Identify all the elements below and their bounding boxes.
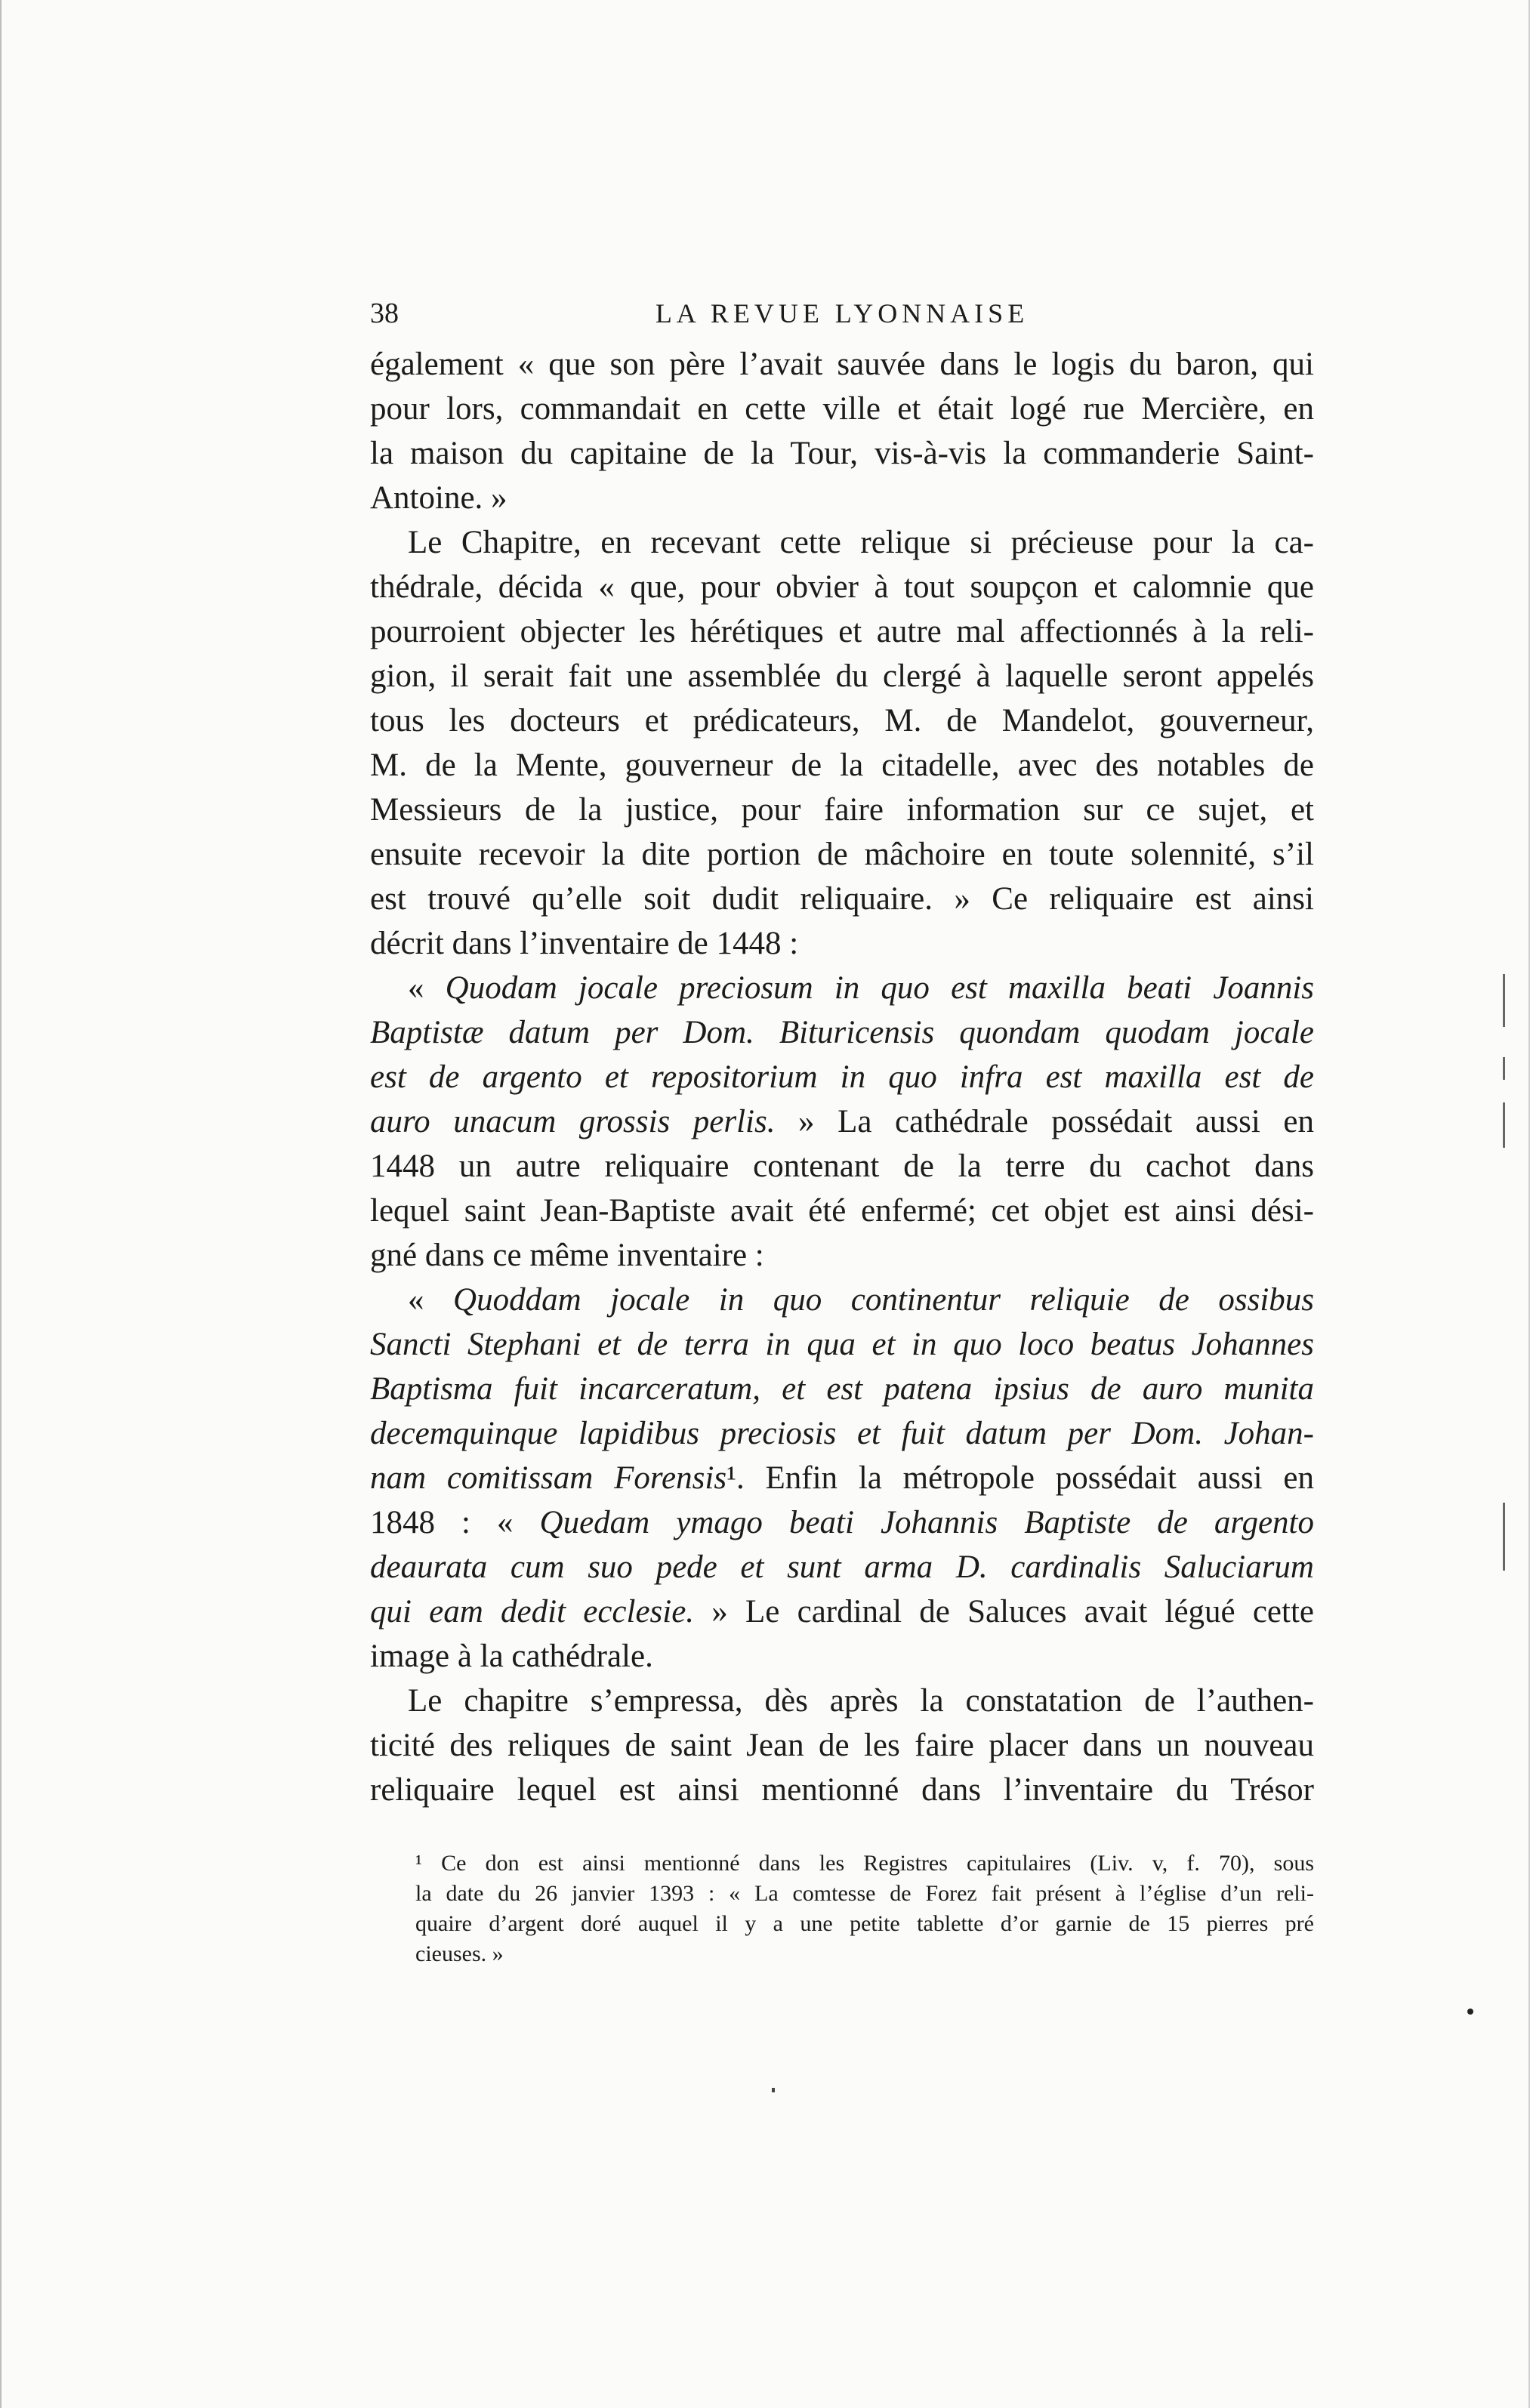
latin-quotation: nam comitissam Forensis — [370, 1460, 727, 1496]
margin-mark — [1503, 1057, 1505, 1080]
text-segment: » La cathédrale possédait aussi en — [775, 1104, 1314, 1139]
text-line — [370, 1768, 1314, 1812]
text-segment: ensuite recevoir la dite portion de mâchoire en toute solennité, s’il — [370, 837, 1314, 872]
margin-mark — [1503, 1503, 1505, 1571]
text-line — [370, 1099, 1314, 1144]
text-segment: gné dans ce même inventaire : — [370, 1238, 764, 1273]
text-line — [370, 1278, 1314, 1322]
text-segment: . Enfin la métropole possédait aussi en — [736, 1460, 1315, 1496]
text-segment: 1448 un autre reliquaire contenant de la terre du cachot dans — [370, 1149, 1314, 1184]
text-segment: lequel saint Jean-Baptiste avait été enfermé; cet objet est ainsi dési- — [370, 1193, 1314, 1229]
page-number: 38 — [370, 298, 399, 329]
footnote-line: la date du 26 janvier 1393 : « La comtesse de Forez fait présent à l’église d’un reli- — [415, 1881, 1314, 1906]
latin-quotation: decemquinque lapidibus preciosis et fuit datum per Dom. Johan- — [370, 1416, 1314, 1451]
text-line — [370, 1589, 1314, 1634]
text-segment: Antoine. » — [370, 480, 507, 516]
text-segment: image à la cathédrale. — [370, 1639, 653, 1674]
text-line — [370, 1322, 1314, 1367]
text-segment: pourroient objecter les hérétiques et autre mal affectionnés à la reli- — [370, 614, 1314, 649]
latin-quotation: Quoddam jocale in quo continentur reliquie de ossibus — [453, 1282, 1314, 1318]
text-segment: gion, il serait fait une assemblée du clergé à laquelle seront appelés — [370, 658, 1314, 694]
latin-quotation: auro unacum grossis perlis. — [370, 1104, 776, 1139]
page-header — [370, 291, 1314, 336]
text-line — [370, 1456, 1314, 1500]
text-line — [370, 520, 1314, 565]
latin-quotation: Quodam jocale preciosum in quo est maxilla beati Joannis — [445, 970, 1315, 1006]
text-segment: M. de la Mente, gouverneur de la citadelle, avec des notables de — [370, 748, 1314, 783]
latin-quotation: est de argento et repositorium in quo infra est maxilla est de — [370, 1059, 1314, 1095]
text-line — [370, 1634, 1314, 1679]
text-segment: pour lors, commandait en cette ville et était logé rue Mercière, en — [370, 391, 1314, 427]
latin-quotation: Sancti Stephani et de terra in qua et in quo loco beatus Johannes — [370, 1327, 1314, 1362]
text-line — [370, 1545, 1314, 1589]
text-line — [370, 1010, 1314, 1055]
text-segment: tous les docteurs et prédicateurs, M. de Mandelot, gouverneur, — [370, 703, 1314, 738]
running-title: LA REVUE LYONNAISE — [655, 298, 1029, 328]
text-line — [370, 698, 1314, 743]
margin-mark — [772, 2088, 775, 2092]
text-line — [370, 1500, 1314, 1545]
text-segment: reliquaire lequel est ainsi mentionné dans l’inventaire du Trésor — [370, 1772, 1314, 1808]
text-segment: décrit dans l’inventaire de 1448 : — [370, 926, 799, 961]
text-line — [370, 743, 1314, 788]
margin-mark — [1467, 2009, 1473, 2015]
text-segment: thédrale, décida « que, pour obvier à tout soupçon et calomnie que — [370, 569, 1314, 605]
footnote-line: quaire d’argent doré auquel il y a une petite tablette d’or garnie de 15 pierres pré — [415, 1911, 1314, 1936]
footnote-line: cieuses. » — [415, 1941, 504, 1966]
text-segment: 1848 : « — [370, 1505, 540, 1540]
latin-quotation: Baptistæ datum per Dom. Bituricensis quondam quodam jocale — [370, 1015, 1314, 1050]
text-line — [370, 1055, 1314, 1099]
text-line — [370, 788, 1314, 832]
latin-quotation: deaurata cum suo pede et sunt arma D. cardinalis Saluciarum — [370, 1549, 1314, 1585]
text-line — [370, 832, 1314, 877]
text-segment: ticité des reliques de saint Jean de les faire placer dans un nouveau — [370, 1728, 1314, 1763]
text-segment: « — [408, 1282, 454, 1318]
text-segment: la maison du capitaine de la Tour, vis-à-vis la commanderie Saint- — [370, 436, 1314, 471]
text-line — [370, 1233, 1314, 1278]
footnote-line: ¹ Ce don est ainsi mentionné dans les Registres capitulaires (Liv. v, f. 70), sous — [415, 1851, 1314, 1876]
text-line — [370, 1189, 1314, 1233]
text-line — [370, 609, 1314, 654]
text-segment: est trouvé qu’elle soit dudit reliquaire. » Ce reliquaire est ainsi — [370, 881, 1314, 917]
text-line — [370, 1144, 1314, 1189]
latin-quotation: Baptisma fuit incarceratum, et est patena ipsius de auro munita — [370, 1371, 1314, 1407]
text-segment: Le chapitre s’empressa, dès après la constatation de l’authen- — [408, 1683, 1314, 1719]
text-segment: » Le cardinal de Saluces avait légué cette — [694, 1594, 1314, 1629]
text-line — [370, 1367, 1314, 1411]
latin-quotation: qui eam dedit ecclesie. — [370, 1594, 695, 1629]
text-line — [370, 877, 1314, 921]
text-line — [370, 921, 1314, 966]
text-line — [370, 1411, 1314, 1456]
text-line — [370, 476, 1314, 520]
text-line — [370, 654, 1314, 698]
margin-mark — [1503, 974, 1505, 1027]
latin-quotation: Quedam ymago beati Johannis Baptiste de argento — [539, 1505, 1314, 1540]
text-segment: Messieurs de la justice, pour faire information sur ce sujet, et — [370, 792, 1314, 828]
text-segment: ¹ — [726, 1460, 736, 1496]
text-line — [370, 1679, 1314, 1723]
text-line — [370, 431, 1314, 476]
text-line — [370, 342, 1314, 387]
footnotes — [415, 1848, 1314, 1969]
text-line — [370, 565, 1314, 609]
text-segment: également « que son père l’avait sauvée dans le logis du baron, qui — [370, 347, 1314, 382]
body-text — [370, 342, 1314, 1812]
text-line — [370, 1723, 1314, 1768]
text-line — [370, 387, 1314, 431]
margin-mark — [1503, 1102, 1505, 1148]
text-segment: Le Chapitre, en recevant cette relique si précieuse pour la ca- — [408, 525, 1314, 560]
text-segment: « — [408, 970, 446, 1006]
text-line — [370, 966, 1314, 1010]
